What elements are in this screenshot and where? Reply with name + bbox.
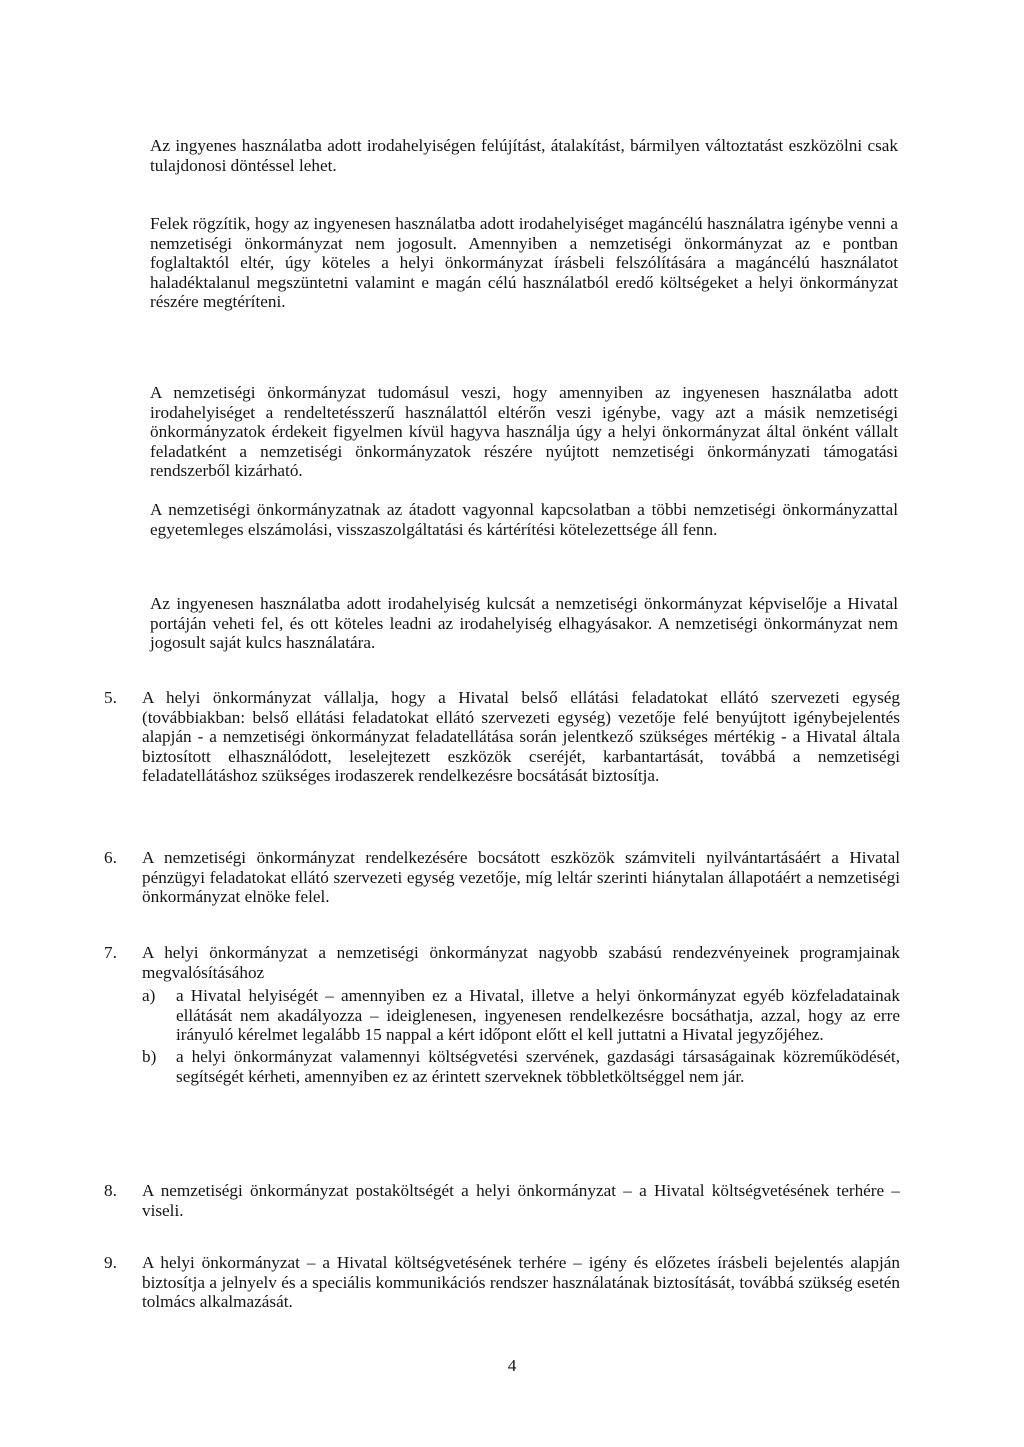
paragraph-key: Az ingyenesen használatba adott irodahelyiség kulcsát a nemzetiségi önkormányzat képviselője a Hivatal portáján veheti fel, és ott köteles leadni az irodahelyiség elhagyásakor. A nemzetiségi önkormányzat nem jogosult saját kulcs használatára. (150, 594, 898, 653)
subitem-b (142, 1047, 900, 1086)
list-item-6 (104, 848, 900, 907)
subitem-label: a) (142, 986, 156, 1006)
subitem-a (142, 986, 900, 1045)
paragraph-private-use: Felek rögzítik, hogy az ingyenesen használatba adott irodahelyiséget magáncélú használatra igénybe venni a nemzetiségi önkormányzat nem jogosult. Amennyiben a nemzetiségi önkormányzat az e pontban foglaltaktól eltér, úgy köteles a helyi önkormányzat írásbeli felszólítására a magáncélú használatot haladéktalanul megszüntetni valamint e magán célú használatból eredő költségeket a helyi önkormányzat részére megtéríteni. (150, 214, 898, 312)
item-text: A nemzetiségi önkormányzat postaköltségét a helyi önkormányzat – a Hivatal költségvetésének terhére – viseli. (142, 1181, 900, 1220)
item-text: A helyi önkormányzat a nemzetiségi önkormányzat nagyobb szabású rendezvényeinek programjainak megvalósításához (142, 943, 900, 982)
item-text: A helyi önkormányzat – a Hivatal költségvetésének terhére – igény és előzetes írásbeli bejelentés alapján biztosítja a jelnyelv és a speciális kommunikációs rendszer használatának biztosítását, továbbá szükség esetén tolmács alkalmazását. (142, 1253, 900, 1312)
item-text: A helyi önkormányzat vállalja, hogy a Hivatal belső ellátási feladatokat ellátó szervezeti egység (továbbiakban: belső ellátási feladatokat ellátó szervezeti egység) vezetője felé benyújtott igénybejelentés alapján - a nemzetiségi önkormányzat feladatellátása során jelentkező szükséges mértékig - a Hivatal általa biztosított elhasználódott, leselejtezett eszközök cseréjét, karbantartását, továbbá a nemzetiségi feladatellátáshoz szükséges irodaszerek rendelkezésre bocsátását biztosítja. (142, 688, 900, 786)
item-number: 7. (104, 943, 117, 962)
list-item-7 (104, 943, 900, 1086)
subitem-text: a helyi önkormányzat valamennyi költségvetési szervének, gazdasági társaságainak közreműködését, segítségét kérheti, amennyiben ez az érintett szerveknek többletköltséggel nem jár. (176, 1046, 900, 1086)
item-number: 8. (104, 1181, 117, 1200)
subitem-text: a Hivatal helyiségét – amennyiben ez a Hivatal, illetve a helyi önkormányzat egyéb közfeladatainak ellátását nem akadályozza – ideiglenesen, ingyenesen rendelkezésre bocsáthatja, azzal, hogy az erre irányuló kérelmet legalább 15 nappal a kért időpont előtt el kell juttatni a Hivatal jegyzőjéhez. (176, 986, 900, 1045)
item-number: 6. (104, 848, 117, 867)
item-number: 9. (104, 1253, 117, 1272)
paragraph-renovation: Az ingyenes használatba adott irodahelyiségen felújítást, átalakítást, bármilyen változtatást eszközölni csak tulajdonosi döntéssel lehet. (150, 136, 898, 175)
list-item-9 (104, 1253, 900, 1312)
subitem-label: b) (142, 1046, 157, 1066)
list-item-5 (104, 688, 900, 786)
page-number: 4 (507, 1356, 517, 1375)
paragraph-exclusion: A nemzetiségi önkormányzat tudomásul veszi, hogy amennyiben az ingyenesen használatba adott irodahelyiséget a rendeltetésszerű használattól eltérőn veszi igénybe, vagy azt a másik nemzetiségi önkormányzatok érdekeit figyelmen kívül hagyva használja úgy a helyi önkormányzat által önként vállalt feladatként a nemzetiségi önkormányzatok részére nyújtott nemzetiségi önkormányzati támogatási rendszerből kizárható. (150, 383, 898, 481)
list-item-8 (104, 1181, 900, 1220)
paragraph-joint-liability: A nemzetiségi önkormányzatnak az átadott vagyonnal kapcsolatban a többi nemzetiségi önkormányzattal egyetemleges elszámolási, visszaszolgáltatási és kártérítési kötelezettsége áll fenn. (150, 500, 898, 539)
item-text: A nemzetiségi önkormányzat rendelkezésére bocsátott eszközök számviteli nyilvántartásáért a Hivatal pénzügyi feladatokat ellátó szervezeti egység vezetője, míg leltár szerinti hiánytalan állapotáért a nemzetiségi önkormányzat elnöke felel. (142, 848, 900, 907)
item-number: 5. (104, 688, 117, 707)
